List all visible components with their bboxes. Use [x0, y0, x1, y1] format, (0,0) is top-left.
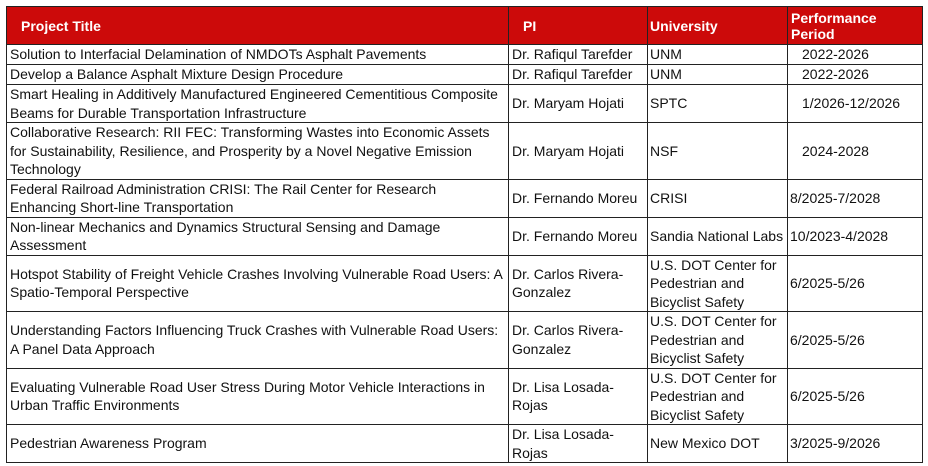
university-cell: U.S. DOT Center for Pedestrian and Bicyclist Safety: [648, 368, 788, 425]
table-row: [7, 368, 923, 425]
period-cell: 10/2023-4/2028: [788, 217, 923, 255]
period-cell: 6/2025-5/26: [788, 368, 923, 425]
period-cell: 6/2025-5/26: [788, 312, 923, 369]
university-cell: New Mexico DOT: [648, 425, 788, 463]
project-title-cell: Federal Railroad Administration CRISI: The Rail Center for Research Enhancing Short-line Transportation: [7, 179, 509, 217]
table-row: [7, 45, 923, 65]
table-row: [7, 85, 923, 123]
project-title-cell: Non-linear Mechanics and Dynamics Structural Sensing and Damage Assessment: [7, 217, 509, 255]
pi-cell: Dr. Fernando Moreu: [509, 179, 648, 217]
university-cell: SPTC: [648, 85, 788, 123]
project-title-cell: Hotspot Stability of Freight Vehicle Crashes Involving Vulnerable Road Users: A Spatio-Temporal Perspective: [7, 255, 509, 312]
period-cell: 6/2025-5/26: [788, 255, 923, 312]
period-cell: 8/2025-7/2028: [788, 179, 923, 217]
header-performance-period: Performance Period: [788, 7, 923, 45]
pi-cell: Dr. Maryam Hojati: [509, 123, 648, 180]
project-title-cell: Pedestrian Awareness Program: [7, 425, 509, 463]
projects-table-container: [6, 6, 923, 463]
university-cell: UNM: [648, 65, 788, 85]
pi-cell: Dr. Lisa Losada-Rojas: [509, 368, 648, 425]
table-row: [7, 123, 923, 180]
project-title-cell: Develop a Balance Asphalt Mixture Design Procedure: [7, 65, 509, 85]
projects-table: [6, 6, 923, 463]
header-project-title: Project Title: [7, 7, 509, 45]
pi-cell: Dr. Carlos Rivera-Gonzalez: [509, 312, 648, 369]
period-cell: 3/2025-9/2026: [788, 425, 923, 463]
pi-cell: Dr. Lisa Losada-Rojas: [509, 425, 648, 463]
project-title-cell: Smart Healing in Additively Manufactured Engineered Cementitious Composite Beams for Durable Transportation Infrastructure: [7, 85, 509, 123]
table-row: [7, 217, 923, 255]
project-title-cell: Solution to Interfacial Delamination of NMDOTs Asphalt Pavements: [7, 45, 509, 65]
university-cell: Sandia National Labs: [648, 217, 788, 255]
university-cell: U.S. DOT Center for Pedestrian and Bicyclist Safety: [648, 255, 788, 312]
period-cell: 1/2026-12/2026: [788, 85, 923, 123]
table-row: [7, 179, 923, 217]
period-cell: 2024-2028: [788, 123, 923, 180]
university-cell: NSF: [648, 123, 788, 180]
pi-cell: Dr. Maryam Hojati: [509, 85, 648, 123]
university-cell: UNM: [648, 45, 788, 65]
header-university: University: [648, 7, 788, 45]
university-cell: CRISI: [648, 179, 788, 217]
project-title-cell: Understanding Factors Influencing Truck Crashes with Vulnerable Road Users: A Panel Data Approach: [7, 312, 509, 369]
project-title-cell: Collaborative Research: RII FEC: Transforming Wastes into Economic Assets for Sustainability, Resilience, and Prosperity by a Novel Negative Emission Technology: [7, 123, 509, 180]
pi-cell: Dr. Rafiqul Tarefder: [509, 45, 648, 65]
table-row: [7, 255, 923, 312]
university-cell: U.S. DOT Center for Pedestrian and Bicyclist Safety: [648, 312, 788, 369]
period-cell: 2022-2026: [788, 45, 923, 65]
pi-cell: Dr. Rafiqul Tarefder: [509, 65, 648, 85]
table-row: [7, 65, 923, 85]
period-cell: 2022-2026: [788, 65, 923, 85]
pi-cell: Dr. Carlos Rivera-Gonzalez: [509, 255, 648, 312]
table-header-row: [7, 7, 923, 45]
pi-cell: Dr. Fernando Moreu: [509, 217, 648, 255]
project-title-cell: Evaluating Vulnerable Road User Stress During Motor Vehicle Interactions in Urban Traffic Environments: [7, 368, 509, 425]
header-pi: PI: [509, 7, 648, 45]
table-row: [7, 425, 923, 463]
table-row: [7, 312, 923, 369]
